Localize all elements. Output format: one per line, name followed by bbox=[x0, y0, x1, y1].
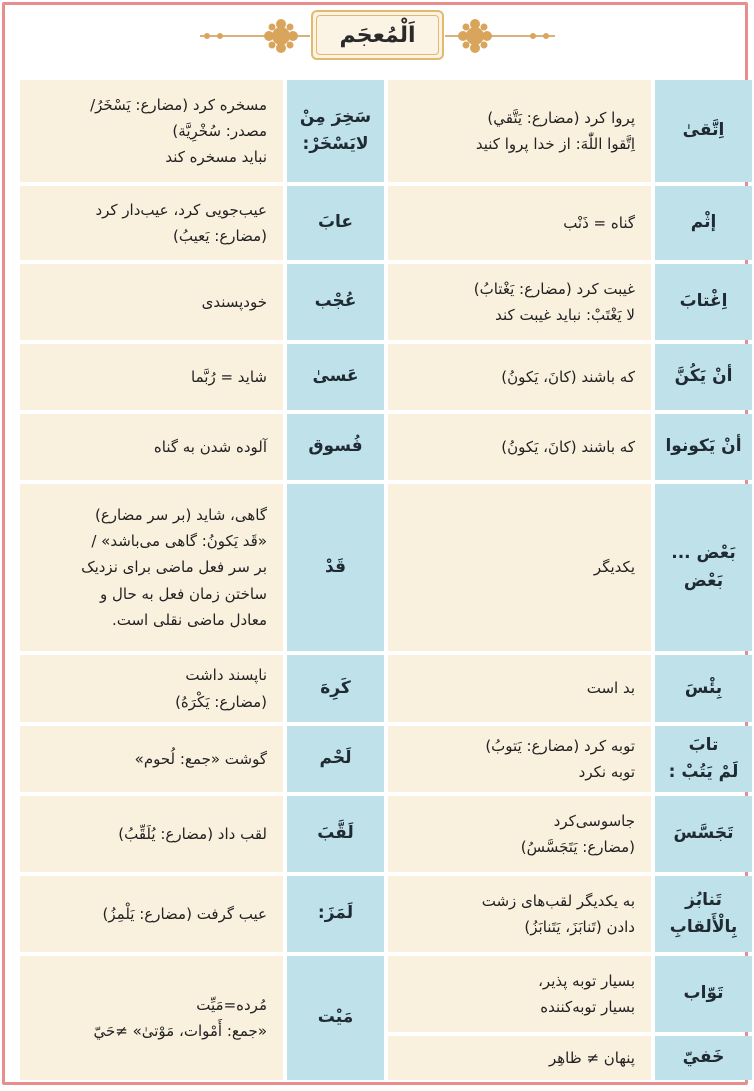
table-row bbox=[388, 796, 752, 872]
vocab-meaning: آلوده شدن به گناه bbox=[20, 414, 283, 480]
vocab-meaning: مسخره کرد (مضارع: یَسْخَرُ/ مصدر: سُخْرِیَّة) نباید مسخره کند bbox=[20, 80, 283, 182]
vocab-word: فُسوق bbox=[287, 414, 384, 480]
vocab-word: تَوّاب bbox=[655, 956, 752, 1032]
vocab-meaning: به یکدیگر لقب‌های زشت دادن (تَنابَزَ، یَتَنابَزُ) bbox=[388, 876, 651, 952]
vocab-meaning: خودپسندی bbox=[20, 264, 283, 340]
table-row bbox=[20, 484, 384, 651]
table-row bbox=[20, 956, 384, 1080]
vocab-meaning: ناپسند داشت (مضارع: یَكْرَهُ) bbox=[20, 655, 283, 722]
table-row bbox=[388, 876, 752, 952]
vocab-word: بِئْسَ bbox=[655, 655, 752, 722]
table-row bbox=[20, 414, 384, 480]
vocab-meaning: شاید = رُبَّما bbox=[20, 344, 283, 410]
vocab-meaning: یکدیگر bbox=[388, 484, 651, 651]
vocab-meaning: گوشت «جمع: لُحوم» bbox=[20, 726, 283, 792]
table-row bbox=[20, 726, 384, 792]
vocab-word: لَقَّبَ bbox=[287, 796, 384, 872]
vocab-meaning: توبه کرد (مضارع: یَتوبُ) توبه نکرد bbox=[388, 726, 651, 792]
vocab-table-left bbox=[20, 80, 384, 1084]
page-title: اَلْمُعجَم bbox=[316, 15, 439, 55]
table-row bbox=[20, 876, 384, 952]
vocab-word: لَمَزَ: bbox=[287, 876, 384, 952]
table-row bbox=[388, 655, 752, 722]
vocab-table-right bbox=[388, 80, 752, 1084]
vocab-meaning: غیبت کرد (مضارع: یَغْتابُ) لا یَغْتَبْ: نباید غیبت کند bbox=[388, 264, 651, 340]
table-row bbox=[20, 344, 384, 410]
table-row bbox=[388, 344, 752, 410]
table-row bbox=[20, 264, 384, 340]
vocab-word: أنْ یَكونوا bbox=[655, 414, 752, 480]
vocab-meaning: عیب‌جویی کرد، عیب‌دار کرد (مضارع: یَعیبُ) bbox=[20, 186, 283, 260]
vocab-word: عابَ bbox=[287, 186, 384, 260]
table-row bbox=[388, 726, 752, 792]
vocab-meaning: مُرده=مَیِّت «جمع: أَمْوات، مَوْتیٰ» ≠حَيّ bbox=[20, 956, 283, 1080]
vocab-word: بَعْض ... بَعْض bbox=[655, 484, 752, 651]
table-row bbox=[388, 80, 752, 182]
vocab-meaning: جاسوسی‌کرد (مضارع: یَتَجَسَّسُ) bbox=[388, 796, 651, 872]
table-row bbox=[20, 796, 384, 872]
vocab-word: لَحْم bbox=[287, 726, 384, 792]
ornament-left-icon bbox=[258, 16, 304, 56]
vocab-meaning: بد است bbox=[388, 655, 651, 722]
vocab-word: اِتَّقیٰ bbox=[655, 80, 752, 182]
ornament-small-left-icon bbox=[200, 30, 230, 44]
table-row bbox=[20, 655, 384, 722]
vocab-word: تَجَسَّسَ bbox=[655, 796, 752, 872]
vocab-word: أنْ یَكُنَّ bbox=[655, 344, 752, 410]
vocab-meaning: گاهی، شاید (بر سر مضارع) «قَد یَكونُ: گاهی می‌باشد» / بر سر فعل ماضی برای نزدیک ساختن زمان فعل به حال و معادل ماضی نقلی است. bbox=[20, 484, 283, 651]
vocab-word: تابَ لَمْ یَتُبْ : bbox=[655, 726, 752, 792]
vocab-word: خَفيّ bbox=[655, 1036, 752, 1080]
ornament-small-right-icon bbox=[526, 30, 556, 44]
vocab-word: اِغْتابَ bbox=[655, 264, 752, 340]
vocab-meaning: لقب داد (مضارع: یُلَقِّبُ) bbox=[20, 796, 283, 872]
table-row bbox=[388, 264, 752, 340]
vocab-meaning: پنهان ≠ ظاهِر bbox=[388, 1036, 651, 1080]
table-row bbox=[388, 414, 752, 480]
vocab-meaning: بسیار توبه پذیر، بسیار توبه‌کننده bbox=[388, 956, 651, 1032]
table-row bbox=[20, 80, 384, 182]
vocab-word: سَخِرَ مِنْ لایَسْخَرْ: bbox=[287, 80, 384, 182]
title-box bbox=[311, 10, 444, 60]
vocab-word: مَیْت bbox=[287, 956, 384, 1080]
table-row bbox=[20, 186, 384, 260]
vocab-meaning: که باشند (کانَ، یَكونُ) bbox=[388, 344, 651, 410]
vocab-word: تَنابُز بِالْأَلقابِ bbox=[655, 876, 752, 952]
vocab-meaning: که باشند (کانَ، یَكونُ) bbox=[388, 414, 651, 480]
table-row bbox=[388, 484, 752, 651]
vocab-word: قَدْ bbox=[287, 484, 384, 651]
vocab-word: عُجْب bbox=[287, 264, 384, 340]
vocab-word: إثْم bbox=[655, 186, 752, 260]
vocab-meaning: پروا کرد (مضارع: یَتَّقي) اِتَّقوا اللّٰهَ: از خدا پروا کنید bbox=[388, 80, 651, 182]
vocab-meaning: عیب گرفت (مضارع: یَلْمِزُ) bbox=[20, 876, 283, 952]
table-row bbox=[388, 186, 752, 260]
vocab-word: كَرِهَ bbox=[287, 655, 384, 722]
vocab-meaning: گناه = ذَنْب bbox=[388, 186, 651, 260]
ornament-right-icon bbox=[452, 16, 498, 56]
title-banner bbox=[0, 6, 754, 66]
table-row bbox=[388, 956, 752, 1032]
vocab-word: عَسیٰ bbox=[287, 344, 384, 410]
table-row bbox=[388, 1036, 752, 1080]
